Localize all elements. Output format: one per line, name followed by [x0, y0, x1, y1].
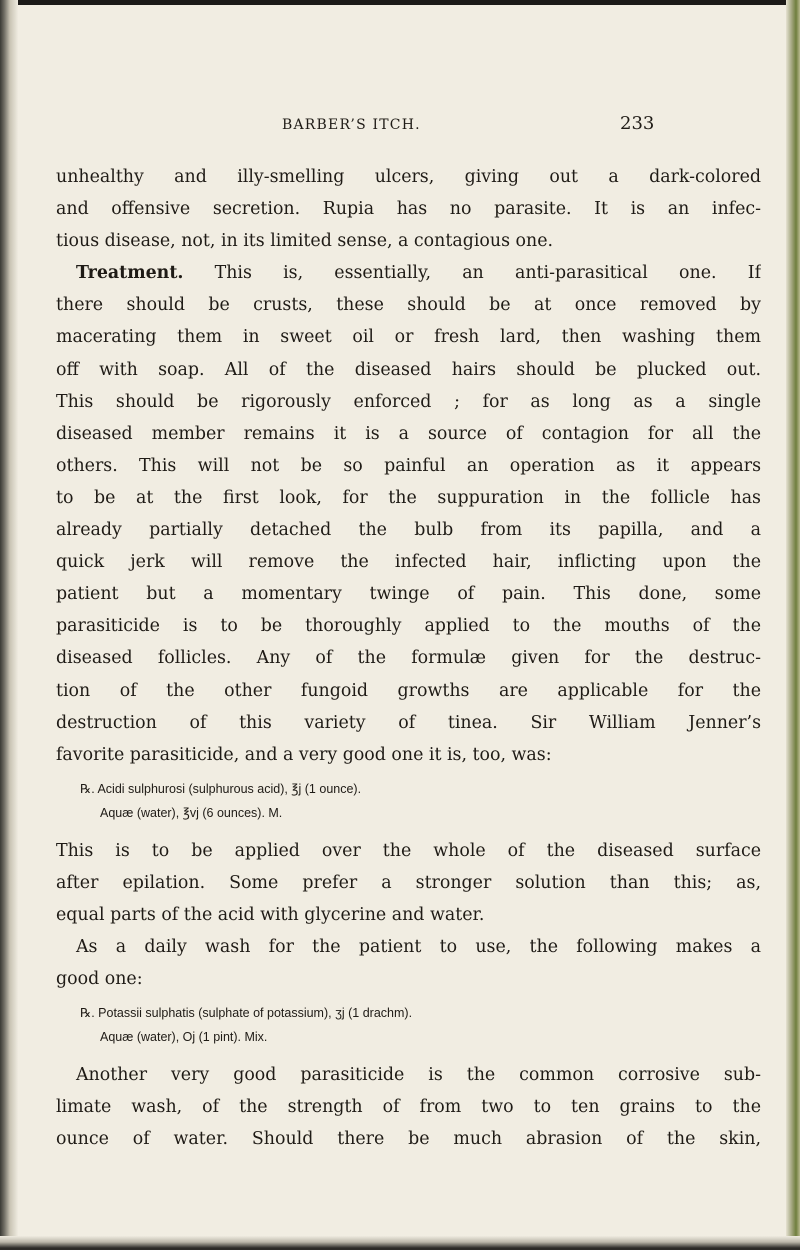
- text-line: destruction of this variety of tinea. Sir William Jenner’s: [56, 712, 761, 733]
- text-line: off with soap. All of the diseased hairs should be plucked out.: [56, 359, 761, 380]
- body-text: [56, 161, 761, 1156]
- scan-right-edge: [786, 0, 800, 1250]
- text-line: favorite parasiticide, and a very good one it is, too, was:: [56, 744, 552, 765]
- text-line: limate wash, of the strength of from two to ten grains to the: [56, 1097, 761, 1118]
- text-line: tious disease, not, in its limited sense, a contagious one.: [56, 231, 554, 252]
- scan-left-edge: [0, 0, 18, 1250]
- recipe-1-line-1: ℞. Acidi sulphurosi (sulphurous acid), ℥j (1 ounce).: [80, 781, 362, 796]
- text-line: good one:: [56, 969, 143, 990]
- text-line: and offensive secretion. Rupia has no parasite. It is an infec-: [56, 199, 761, 220]
- text-line: unhealthy and illy-smelling ulcers, giving out a dark-colored: [56, 167, 761, 187]
- text-line: As a daily wash for the patient to use, the following makes a: [76, 937, 761, 958]
- text-line: parasiticide is to be thoroughly applied to the mouths of the: [56, 616, 761, 637]
- scan-top-edge: [0, 0, 800, 5]
- text-line: already partially detached the bulb from its papilla, and a: [56, 520, 761, 541]
- recipe-2-line-1: ℞. Potassii sulphatis (sulphate of potassium), ʒj (1 drachm).: [80, 1006, 413, 1021]
- treatment-text: This is, essentially, an anti-parasitical one. If: [214, 263, 761, 284]
- treatment-label: Treatment.: [76, 263, 184, 284]
- text-line: tion of the other fungoid growths are applicable for the: [56, 680, 761, 701]
- text-line: there should be crusts, these should be at once removed by: [56, 295, 761, 316]
- page-header: [0, 113, 800, 139]
- text-line: to be at the first look, for the suppuration in the follicle has: [56, 487, 761, 508]
- text-line: equal parts of the acid with glycerine and water.: [56, 904, 485, 925]
- scan-bottom-edge: [0, 1236, 800, 1250]
- text-line: This should be rigorously enforced ; for as long as a single: [56, 391, 761, 412]
- recipe-1-line-2: Aquæ (water), ℥vj (6 ounces). M.: [100, 805, 283, 820]
- recipe-2-line-2: Aquæ (water), Oj (1 pint). Mix.: [100, 1030, 268, 1045]
- text-line: others. This will not be so painful an operation as it appears: [56, 455, 761, 476]
- text-line: This is to be applied over the whole of the diseased surface: [56, 840, 761, 861]
- text-line: ounce of water. Should there be much abrasion of the skin,: [56, 1129, 761, 1150]
- text-line: patient but a momentary twinge of pain. This done, some: [56, 584, 761, 605]
- running-head: BARBER’S ITCH.: [282, 117, 421, 133]
- text-line: diseased member remains it is a source of contagion for all the: [56, 423, 761, 444]
- text-line: macerating them in sweet oil or fresh lard, then washing them: [56, 327, 761, 348]
- text-line: Another very good parasiticide is the common corrosive sub-: [76, 1065, 761, 1086]
- page-number: 233: [620, 113, 655, 134]
- text-line: after epilation. Some prefer a stronger solution than this; as,: [56, 872, 761, 893]
- text-line: quick jerk will remove the infected hair, inflicting upon the: [56, 552, 761, 573]
- treatment-paragraph-start: [56, 257, 761, 289]
- text-line: diseased follicles. Any of the formulæ given for the destruc-: [56, 648, 761, 669]
